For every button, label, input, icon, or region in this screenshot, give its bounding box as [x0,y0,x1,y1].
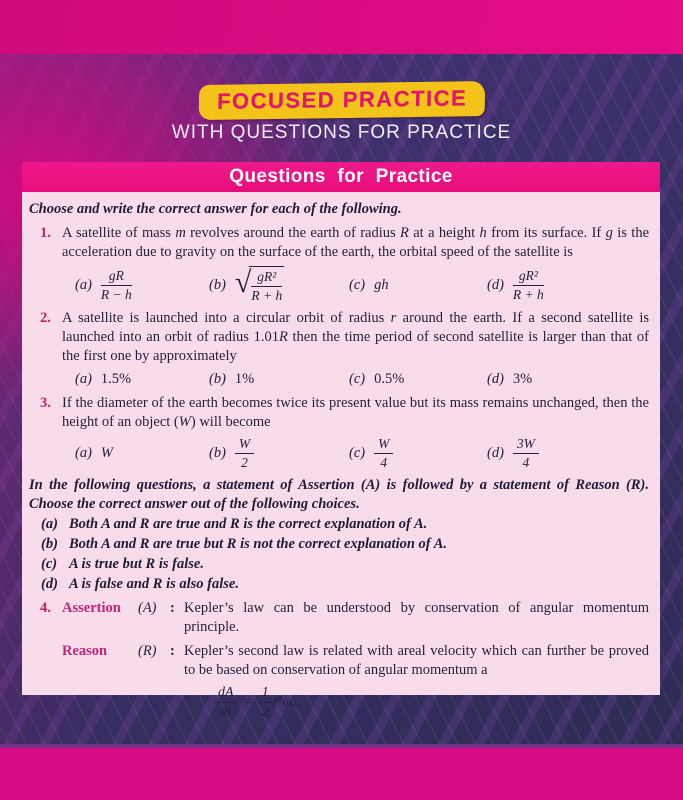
option-1c-label: (c) [349,276,366,293]
assertion-head: Assertion [62,600,121,616]
question-4-reason: Reason (R) : Kepler’s second law is related with areal velocity which can further be proved to be based on conservation of angular momentum a [62,643,649,678]
reason-tag: (R) [138,643,157,659]
option-1b [209,266,349,304]
radical-sign: √ [234,266,252,299]
option-1c: (c) gh [349,276,389,293]
focused-practice-badge: FOCUSED PRACTICE [198,81,485,120]
instruction-text: Choose and write the correct answer for each of the following. [29,201,402,217]
option-3c: (c) $\frac{W}{4}$ [349,436,487,471]
option-2c: (c) 0.5% [349,371,405,387]
reason-text: Kepler’s second law is related with areal velocity which can further be proved to be based on conservation of angular momentum a [184,643,649,678]
option-1a [75,268,209,303]
questions-panel [22,192,660,720]
areal-velocity-formula: $\frac{dA}{dt}$ = $\frac{1}{2}$ r ²ω . [214,684,649,721]
assertion-reason-intro: In the following questions, a statement of Assertion (A) is followed by a statement of Reason (R). Choose the correct answer out of the following choices. [29,477,649,512]
question-2-options [75,370,649,389]
question-3-text: If the diameter of the earth becomes twice its present value but its mass remains unchanged, then the height of an object (W) will become [62,395,649,430]
option-2d: (d) 3% [487,371,533,387]
bottom-magenta-band [0,744,683,800]
panel-title: Questions for Practice [22,162,660,192]
fraction: $\frac{W}{4}$ [374,436,393,471]
option-2b: (b) 1% [209,371,255,387]
question-2 [29,309,649,366]
assertion-tag: (A) [138,600,157,616]
fraction: $\frac{dA}{dt}$ [214,684,238,721]
page-subtitle: WITH QUESTIONS FOR PRACTICE [171,122,512,143]
choice-c: (c) A is true but R is false. [41,556,204,572]
fraction: $\frac{gR}{R - h}$ [100,267,132,302]
question-1-options [75,266,649,304]
top-magenta-band [0,0,683,54]
option-1d-label: (d) [487,276,504,293]
question-4-assertion: 4. Assertion (A) : Kepler’s law can be understood by conservation of angular momentum principle. [40,600,649,635]
question-1-text: A satellite of mass m revolves around the earth of radius R at a height h from its surface. If g is the acceleration due to gravity on the surface of the earth, the orbital speed of the satellite is [62,225,650,260]
radical: √ $\frac{\text{gR²}}{R + h}$ [234,266,283,303]
option-1a-label: (a) [75,276,92,293]
choice-d: (d) A is false and R is also false. [41,576,239,592]
fraction: $\frac{\text{gR²}}{R + h}$ [512,267,544,302]
reason-head: Reason [62,643,108,659]
fraction: $\frac{3W}{4}$ [513,436,539,471]
question-4-number: 4. [40,600,51,616]
option-3a: (a) W [75,445,114,461]
question-1 [29,224,649,262]
question-1-number: 1. [40,225,51,241]
question-2-number: 2. [40,310,51,326]
question-3 [29,394,649,432]
choice-a: (a) Both A and R are true and R is the correct explanation of A. [41,516,428,532]
fraction: $\frac{W}{2}$ [235,436,254,471]
option-1d [487,268,544,303]
choice-b: (b) Both A and R are true but R is not the correct explanation of A. [41,536,447,552]
question-3-number: 3. [40,395,51,411]
question-3-options [75,436,649,471]
question-2-text: A satellite is launched into a circular orbit of radius r around the earth. If a second satellite is launched into an orbit of radius 1.01R then the time period of second satellite is larger than that of the first one by approximately [62,310,649,364]
fraction: $\frac{1}{2}$ [258,684,273,721]
option-3d: (d) $\frac{3W}{4}$ [487,436,539,471]
option-2a: (a) 1.5% [75,371,132,387]
assertion-text: Kepler’s law can be understood by conservation of angular momentum principle. [184,600,649,635]
option-1b-label: (b) [209,276,226,293]
option-3b: (b) $\frac{W}{2}$ [209,436,349,471]
